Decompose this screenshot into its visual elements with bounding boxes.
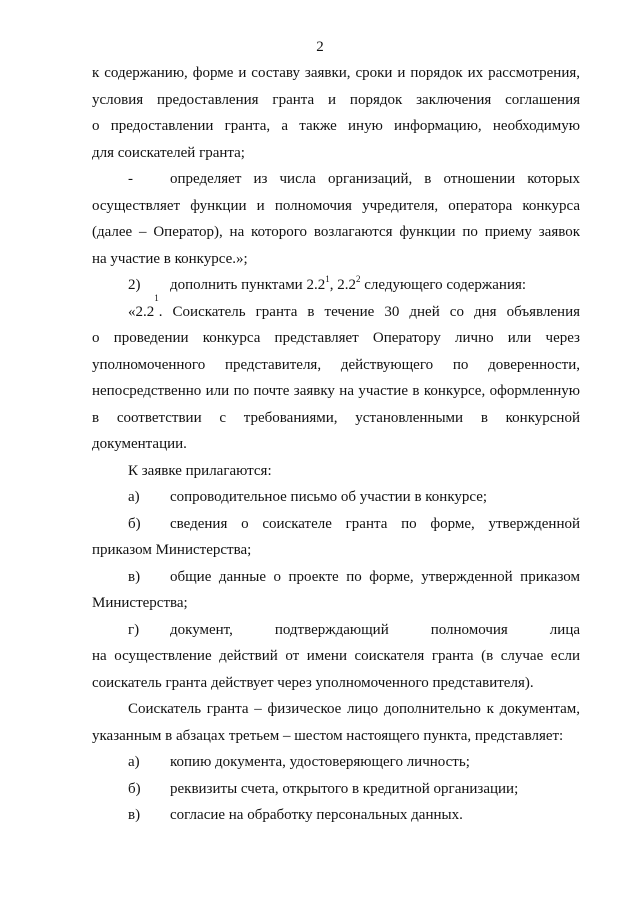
- text-line: общие данные о проекте по форме, утвержденной приказом: [170, 568, 580, 585]
- text-segment: «2.2: [128, 303, 155, 320]
- list-marker: б): [128, 780, 141, 797]
- text-line: условия предоставления гранта и порядок заключения соглашения: [92, 91, 580, 108]
- text-line: на участие в конкурсе.»;: [92, 250, 248, 267]
- list-marker: 2): [128, 277, 141, 293]
- text-line: определяет из числа организаций, в отношении которых: [170, 171, 580, 187]
- text-line: Соискатель гранта – физическое лицо дополнительно к документам,: [128, 701, 580, 717]
- list-marker: г): [128, 621, 140, 638]
- text-line: документ, подтверждающий полномочия лица: [170, 621, 580, 638]
- text-line: документации.: [92, 436, 187, 452]
- superscript: 1: [325, 274, 330, 284]
- text-line: согласие на обработку персональных данных.: [170, 807, 463, 823]
- page-number: 2: [316, 39, 324, 55]
- text-segment: следующего содержания:: [360, 277, 527, 293]
- text-line: сведения о соискателе гранта по форме, утвержденной: [170, 515, 580, 532]
- text-line: [92, 292, 580, 326]
- text-line: (далее – Оператор), на которого возлагаются функции по приему заявок: [92, 224, 580, 240]
- text-line: уполномоченного представителя, действующего по доверенности,: [92, 356, 580, 373]
- list-item: [92, 617, 580, 644]
- list-item: [92, 511, 580, 538]
- text-line: [170, 272, 580, 299]
- list-item: [92, 776, 580, 803]
- superscript: 2: [355, 274, 361, 284]
- text-line: соискатель гранта действует через уполномоченного представителя).: [92, 674, 534, 691]
- text-line: реквизиты счета, открытого в кредитной организации;: [170, 780, 519, 797]
- text-segment: дополнить пунктами 2.2: [170, 277, 326, 293]
- text-line: указанным в абзацах третьем – шестом настоящего пункта, представляет:: [92, 727, 564, 744]
- superscript: 1: [154, 292, 159, 303]
- text-line: К заявке прилагаются:: [128, 462, 272, 479]
- list-marker: в): [128, 807, 141, 823]
- list-marker: а): [128, 754, 140, 770]
- text-line: непосредственно или по почте заявку на участие в конкурсе, оформленную: [92, 383, 580, 399]
- text-line: Министерства;: [92, 595, 188, 611]
- text-line: в соответствии с требованиями, установленными в конкурсной: [92, 409, 580, 426]
- text-line: о предоставлении гранта, а также иную информацию, необходимую: [92, 118, 580, 134]
- list-marker: б): [128, 515, 141, 532]
- list-item: [92, 166, 580, 193]
- text-line: приказом Министерства;: [92, 542, 252, 558]
- list-marker: в): [128, 568, 141, 585]
- list-item: [92, 484, 580, 511]
- text-line: осуществляет функции и полномочия учредителя, оператора конкурса: [92, 197, 580, 214]
- text-segment: , 2.2: [329, 277, 356, 293]
- list-item: [92, 749, 580, 776]
- text-line: сопроводительное письмо об участии в конкурсе;: [170, 489, 488, 505]
- document-body: [92, 60, 580, 829]
- text-line: копию документа, удостоверяющего личность;: [170, 754, 470, 770]
- list-marker: -: [128, 171, 133, 187]
- text-line: к содержанию, форме и составу заявки, сроки и порядок их рассмотрения,: [92, 65, 580, 81]
- list-item: [92, 564, 580, 591]
- list-item: [92, 272, 580, 299]
- text-line: для соискателей гранта;: [92, 144, 245, 161]
- text-line: на осуществление действий от имени соискателя гранта (в случае если: [92, 648, 580, 664]
- text-segment: . Соискатель гранта в течение 30 дней со дня объявления: [158, 303, 580, 320]
- list-marker: а): [128, 489, 140, 505]
- list-item: [92, 802, 580, 829]
- text-line: о проведении конкурса представляет Оператору лично или через: [92, 330, 580, 346]
